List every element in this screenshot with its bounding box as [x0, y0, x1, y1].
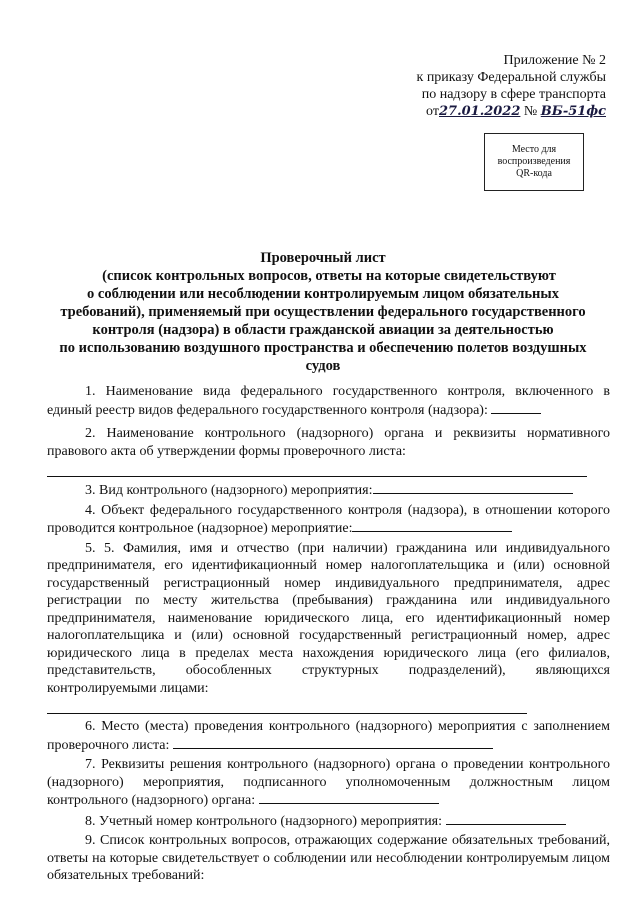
item-1-field[interactable] — [491, 401, 541, 414]
title-line-4: требований), применяемый при осуществлении федерального государственного — [60, 304, 586, 320]
item-4-text: 4. Объект федерального государственного контроля (надзора), в отношении которого проводится контрольное (надзорное) мероприятие: — [47, 502, 610, 536]
item-9 — [47, 832, 610, 885]
appendix-order-ref: к приказу Федеральной службы — [416, 70, 606, 85]
order-number-label: № — [523, 104, 538, 119]
item-8 — [47, 812, 610, 831]
title-line-3: о соблюдении или несоблюдении контролируемым лицом обязательных — [87, 286, 559, 302]
title-line-5: контроля (надзора) в области гражданской авиации за деятельностью — [92, 322, 554, 338]
item-7-text: 7. Реквизиты решения контрольного (надзорного) органа о проведении контрольного (надзорного) мероприятия, подписанного уполномоченным должностным лицом контрольного (надзорного) органа: — [47, 757, 610, 808]
title-line-7: судов — [305, 358, 341, 374]
item-6-field[interactable] — [173, 736, 493, 749]
title-line-1: Проверочный лист — [260, 250, 386, 266]
qr-label-1: Место для — [511, 144, 557, 155]
qr-placeholder-box — [484, 133, 584, 191]
title-line-6: по использованию воздушного пространства и обеспечению полетов воздушных — [59, 340, 587, 356]
order-date: 27.01.2022 — [438, 104, 521, 119]
qr-label-2: воспроизведения — [497, 156, 571, 167]
item-3-text: 3. Вид контрольного (надзорного) мероприятия: — [85, 483, 373, 498]
item-2-text: 2. Наименование контрольного (надзорного) органа и реквизиты нормативного правового акта об утверждении формы проверочного листа: — [47, 426, 610, 459]
item-6-text: 6. Место (места) проведения контрольного (надзорного) мероприятия с заполнением проверочного листа: — [47, 719, 610, 753]
item-9-text: 9. Список контрольных вопросов, отражающих содержание обязательных требований, ответы на которые свидетельствует о соблюдении или несоблюдении контролируемым лицом обязательных требований: — [47, 833, 610, 883]
item-3 — [47, 481, 610, 500]
item-2-field[interactable] — [47, 462, 587, 477]
item-8-text: 8. Учетный номер контрольного (надзорного) мероприятия: — [85, 813, 443, 829]
item-8-field[interactable] — [446, 812, 566, 825]
appendix-title: Приложение № 2 — [503, 53, 606, 68]
item-3-field[interactable] — [373, 481, 573, 494]
appendix-agency: по надзору в сфере транспорта — [421, 87, 606, 102]
item-7 — [47, 756, 610, 810]
item-1-text: 1. Наименование вида федерального государственного контроля, включенного в единый реестр видов федерального государственного контроля (надзора): — [47, 384, 610, 418]
qr-label-3: QR-кода — [516, 168, 552, 179]
item-5-field[interactable] — [47, 699, 527, 714]
item-1 — [47, 383, 610, 419]
item-7-field[interactable] — [259, 791, 439, 804]
item-6 — [47, 718, 610, 754]
document-title — [40, 249, 606, 375]
item-4-field[interactable] — [352, 519, 512, 532]
item-2 — [47, 425, 610, 460]
order-number: ВБ-51фс — [540, 104, 606, 119]
order-prefix: от — [426, 104, 439, 119]
item-5-text: 5. 5. Фамилия, имя и отчество (при наличии) гражданина или индивидуального предпринимателя, его идентификационный номер налогоплательщика и (или) основной государственный регистрационный номер индивидуального предпринимателя, адрес регистрации по месту жительства (пребывания) гражданина или индивидуального предпринимателя, наименование юридического лица, его идентификационный номер налогоплательщика и (или) основной государственный регистрационный номер, адрес юридического лица в пределах места нахождения юридического лица (его филиалов, представительств, обособленных структурных подразделений), являющихся контролируемыми лицами: — [47, 540, 610, 696]
checklist-body — [47, 383, 610, 887]
item-4 — [47, 502, 610, 538]
item-5 — [47, 540, 610, 698]
title-line-2: (список контрольных вопросов, ответы на которые свидетельствуют — [102, 268, 556, 284]
order-details — [366, 103, 606, 120]
appendix-header — [366, 52, 606, 120]
